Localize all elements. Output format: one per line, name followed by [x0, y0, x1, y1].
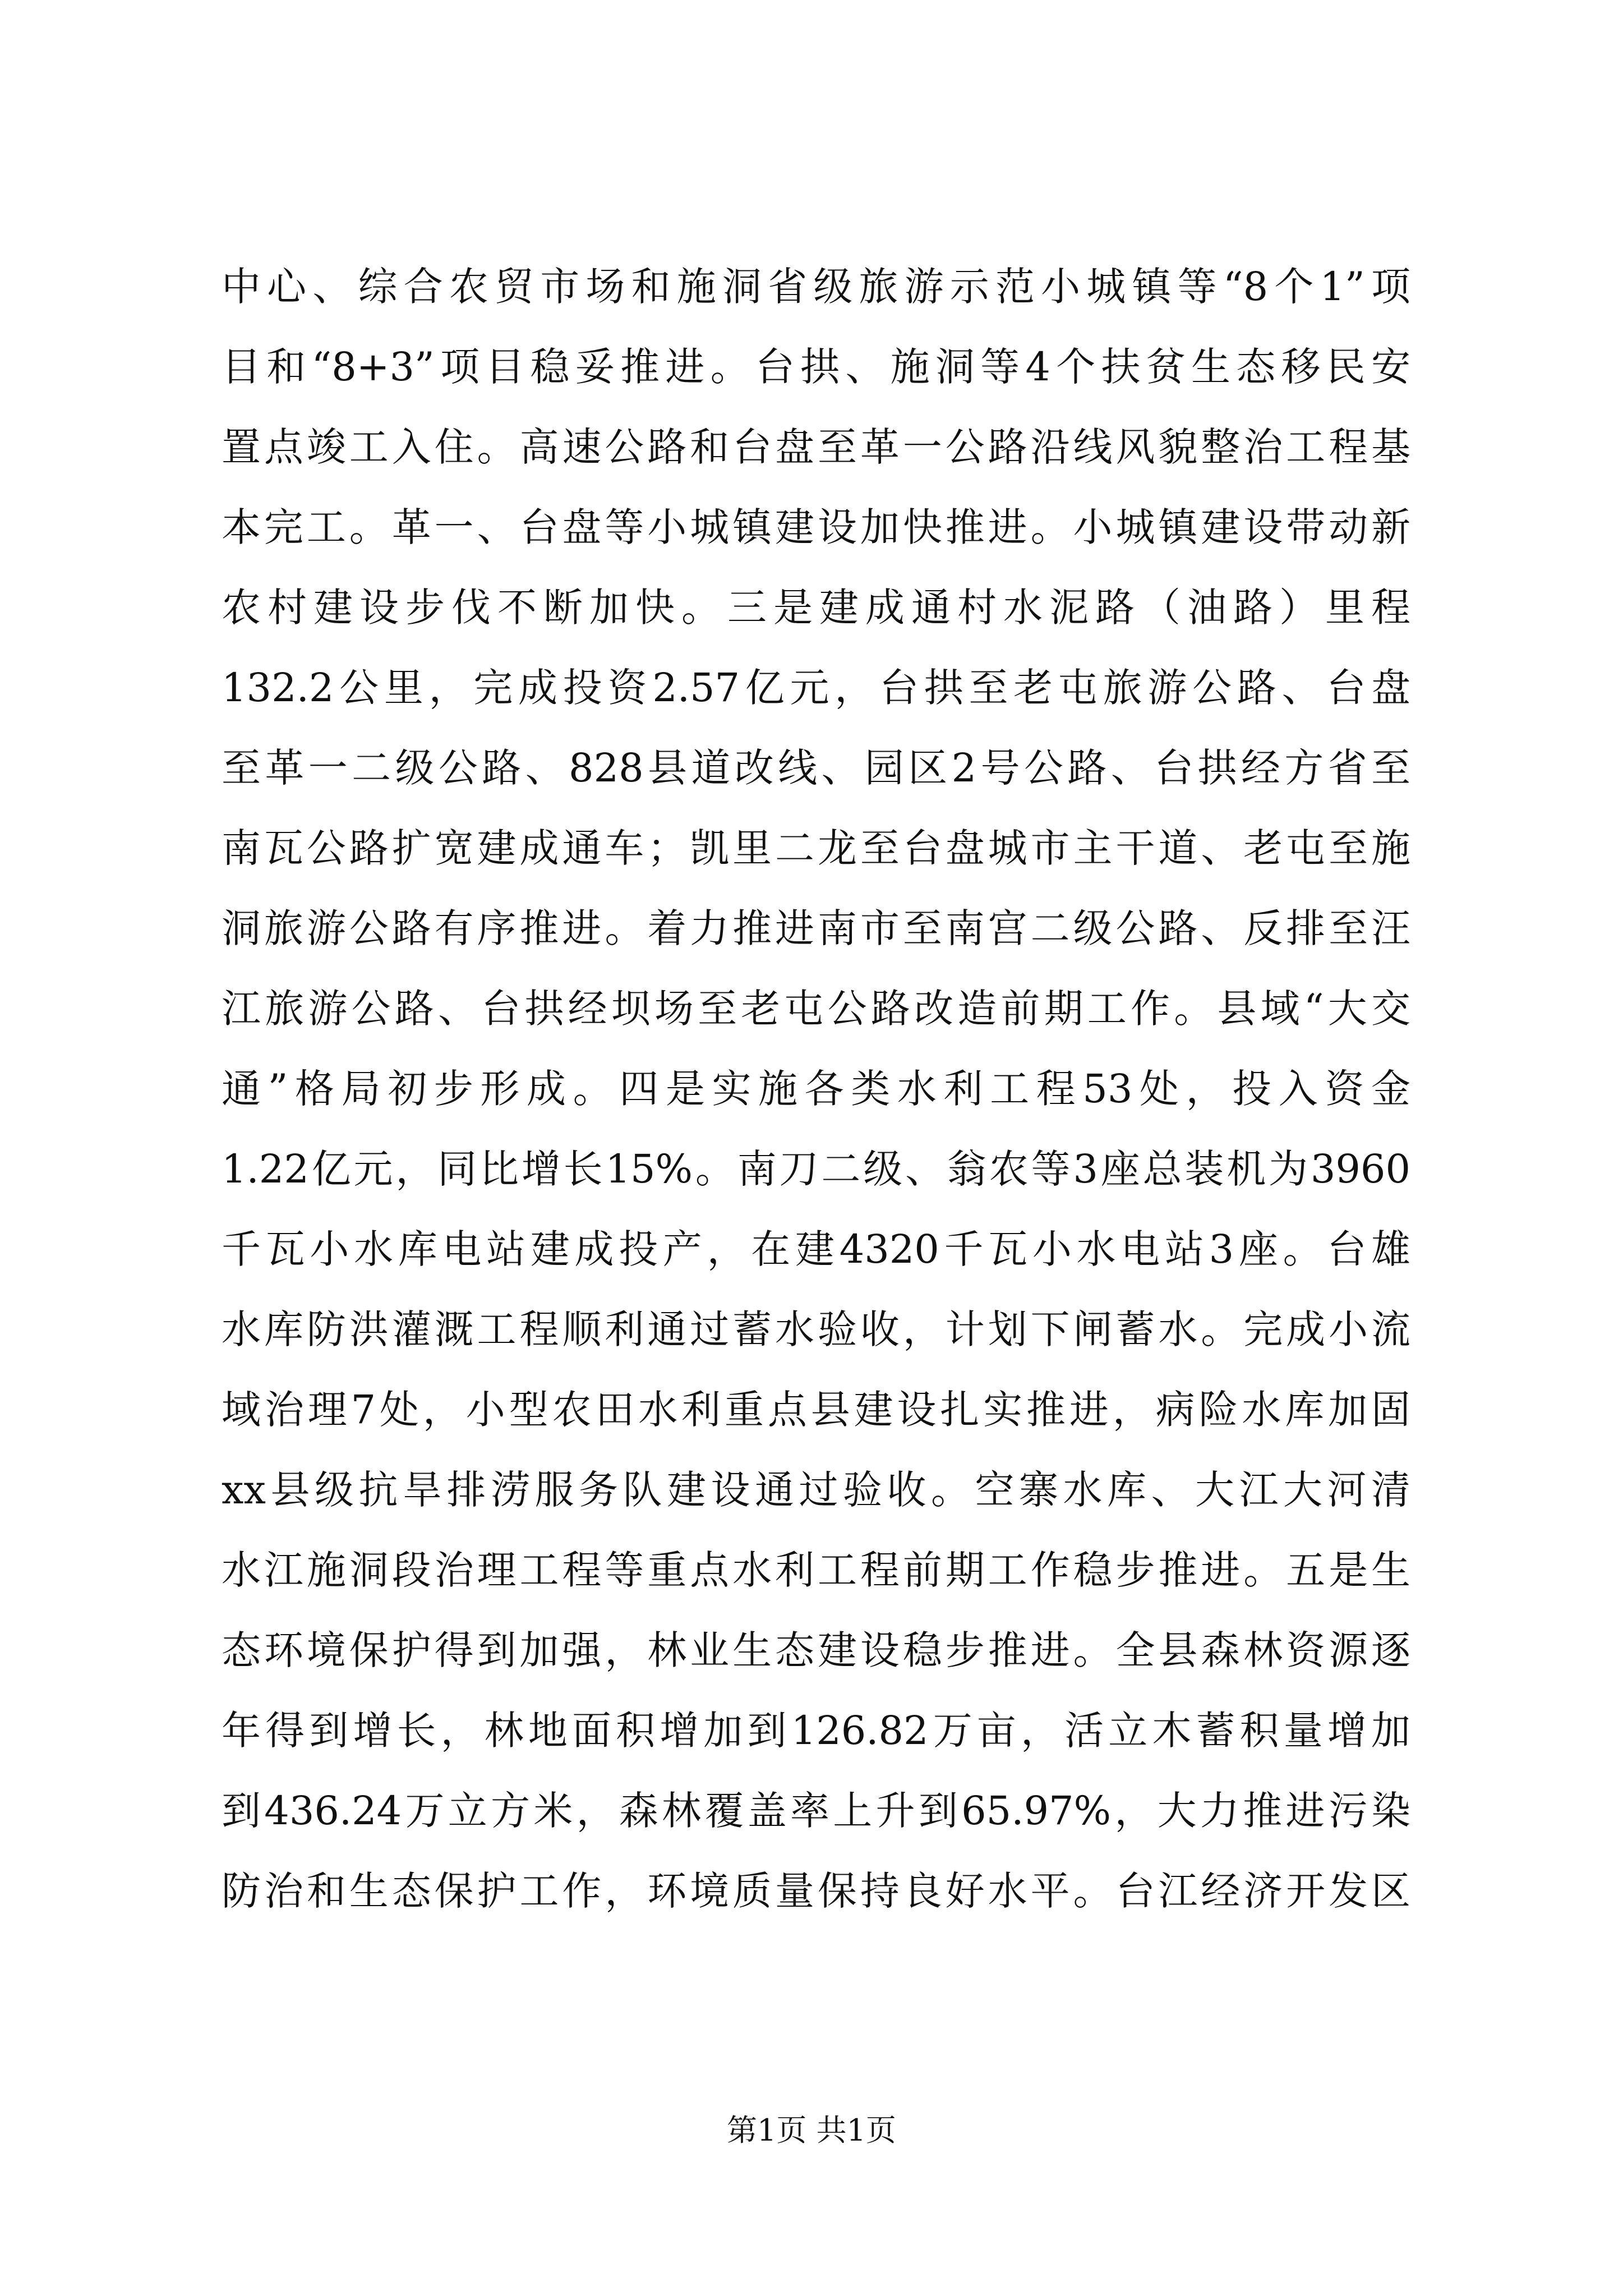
text-line-7: 至革一二级公路、828县道改线、园区2号公路、台拱经方省至 — [222, 745, 1410, 791]
text-line-17: 水江施洞段治理工程等重点水利工程前期工作稳步推进。五是生 — [222, 1547, 1410, 1593]
text-line-18: 态环境保护得到加强，林业生态建设稳步推进。全县森林资源逐 — [222, 1627, 1410, 1673]
page-number-label: 第1页 共1页 — [727, 2113, 896, 2148]
text-line-3: 置点竣工入住。高速公路和台盘至革一公路沿线风貌整治工程基 — [222, 424, 1410, 470]
page-footer — [0, 2106, 1623, 2150]
text-line-21: 防治和生态保护工作，环境质量保持良好水平。台江经济开发区 — [222, 1868, 1410, 1914]
text-line-16: xx县级抗旱排涝服务队建设通过验收。空寨水库、大江大河清 — [222, 1467, 1410, 1513]
text-line-12: 1.22亿元，同比增长15%。南刀二级、翁农等3座总装机为3960 — [222, 1146, 1410, 1192]
text-line-11: 通”格局初步形成。四是实施各类水利工程53处，投入资金 — [222, 1066, 1410, 1112]
text-line-4: 本完工。革一、台盘等小城镇建设加快推进。小城镇建设带动新 — [222, 504, 1410, 550]
text-line-2: 目和“8+3”项目稳妥推进。台拱、施洞等4个扶贫生态移民安 — [222, 344, 1410, 390]
text-line-19: 年得到增长，林地面积增加到126.82万亩，活立木蓄积量增加 — [222, 1708, 1410, 1754]
body-paragraph — [222, 247, 1410, 1931]
text-line-6: 132.2公里，完成投资2.57亿元，台拱至老屯旅游公路、台盘 — [222, 665, 1410, 711]
text-line-13: 千瓦小水库电站建成投产，在建4320千瓦小水电站3座。台雄 — [222, 1226, 1410, 1272]
text-line-14: 水库防洪灌溉工程顺利通过蓄水验收，计划下闸蓄水。完成小流 — [222, 1306, 1410, 1352]
text-line-8: 南瓦公路扩宽建成通车；凯里二龙至台盘城市主干道、老屯至施 — [222, 825, 1410, 871]
text-line-20: 到436.24万立方米，森林覆盖率上升到65.97%，大力推进污染 — [222, 1788, 1410, 1834]
text-line-10: 江旅游公路、台拱经坝场至老屯公路改造前期工作。县域“大交 — [222, 986, 1410, 1032]
text-line-1: 中心、综合农贸市场和施洞省级旅游示范小城镇等“8个1”项 — [222, 264, 1410, 310]
text-line-15: 域治理7处，小型农田水利重点县建设扎实推进，病险水库加固 — [222, 1387, 1410, 1433]
text-line-9: 洞旅游公路有序推进。着力推进南市至南宫二级公路、反排至汪 — [222, 905, 1410, 951]
text-line-5: 农村建设步伐不断加快。三是建成通村水泥路（油路）里程 — [222, 585, 1410, 631]
